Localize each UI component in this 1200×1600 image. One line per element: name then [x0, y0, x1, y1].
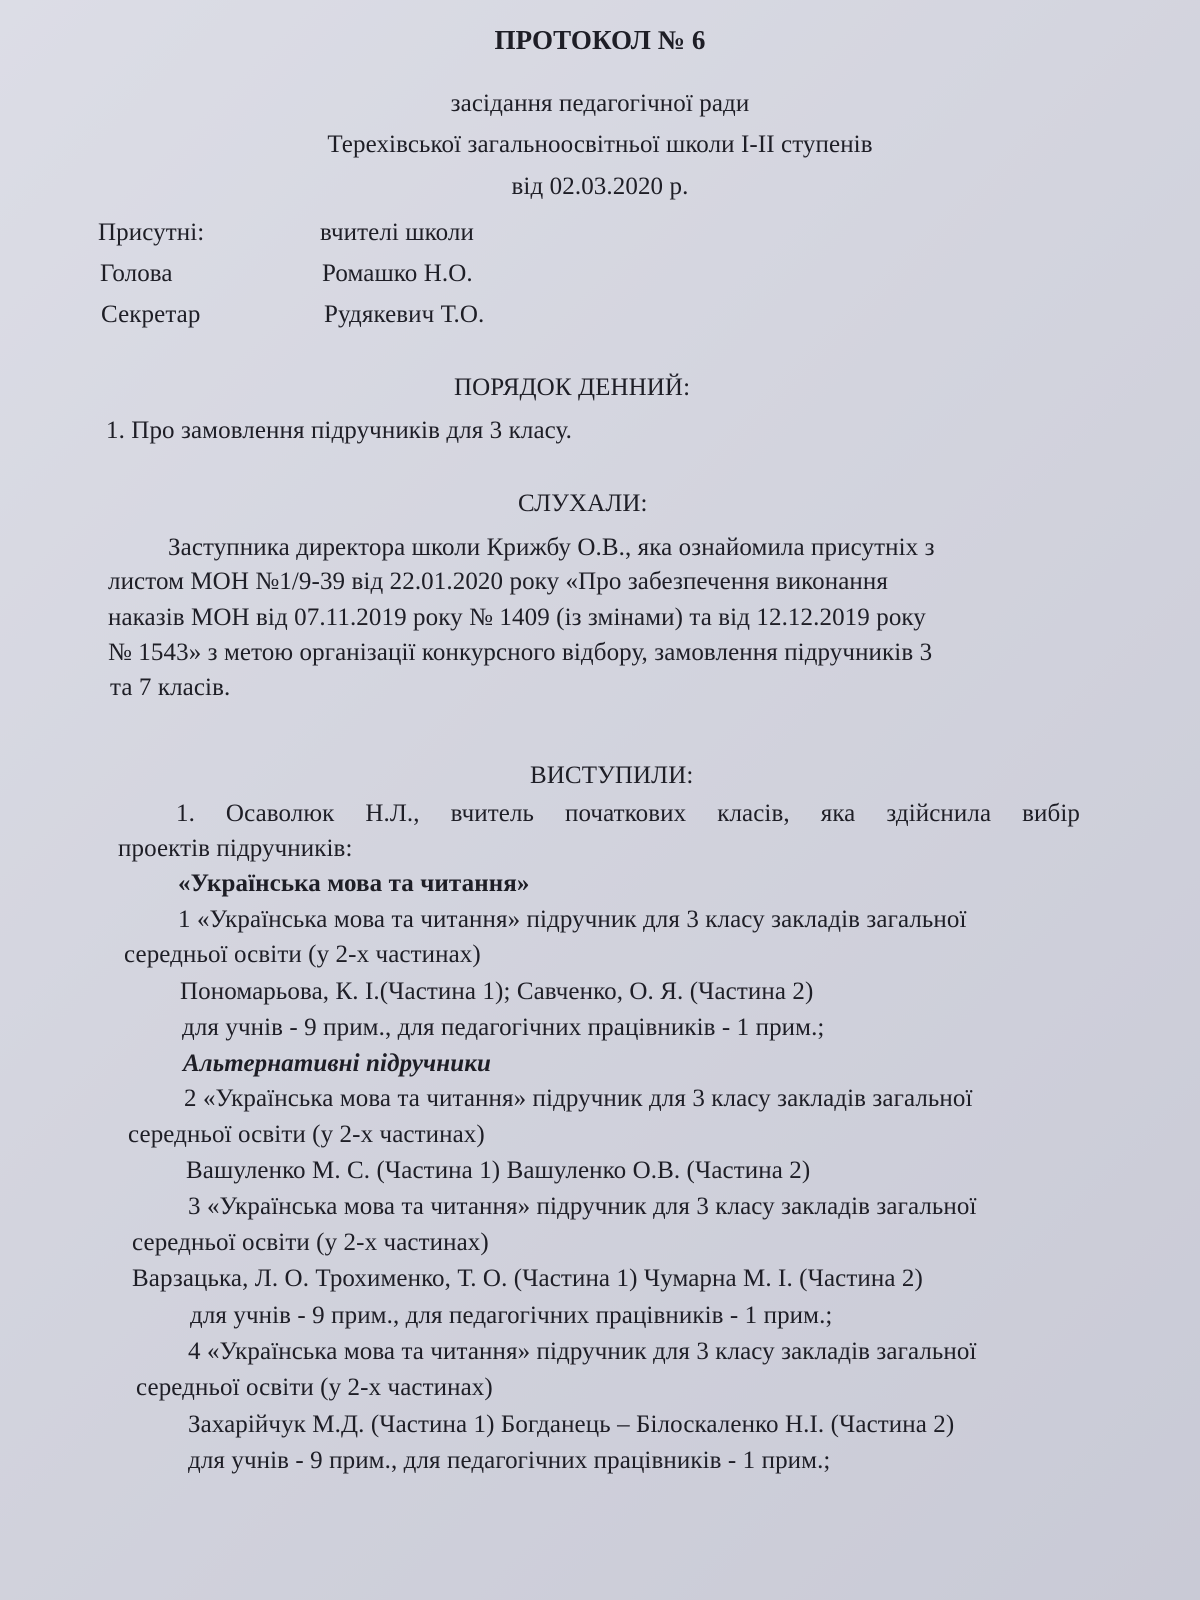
meeting-subtitle: засідання педагогічної ради [450, 90, 750, 117]
book-2-title: 2 «Українська мова та читання» підручник для 3 класу закладів загальної [184, 1085, 973, 1112]
subject-heading: «Українська мова та читання» [178, 870, 530, 897]
attendees-label: Присутні: [98, 219, 205, 246]
chair-value: Ромашко Н.О. [322, 260, 473, 287]
book-1-title: 1 «Українська мова та читання» підручник для 3 класу закладів загальної [178, 906, 967, 933]
heard-line: № 1543» з метою організації конкурсного відбору, замовлення підручників 3 [108, 639, 933, 666]
meeting-date: від 02.03.2020 р. [511, 173, 689, 200]
heard-line: та 7 класів. [110, 674, 231, 701]
alternative-books-heading: Альтернативні підручники [183, 1050, 492, 1077]
speaker-intro: 1. Осаволюк Н.Л., вчитель початкових класів, яка здійснила вибір [176, 800, 1080, 827]
book-1-authors: Пономарьова, К. І.(Частина 1); Савченко, О. Я. (Частина 2) [180, 978, 814, 1005]
book-2-title-cont: середньої освіти (у 2-х частинах) [128, 1121, 485, 1148]
book-3-title: 3 «Українська мова та читання» підручник для 3 класу закладів загальної [188, 1193, 977, 1220]
speaker-intro-cont: проектів підручників: [118, 835, 353, 862]
heard-line: Заступника директора школи Крижбу О.В., яка ознайомила присутніх з [168, 534, 935, 561]
school-name: Терехівської загальноосвітньої школи І-ІІ ступенів [327, 131, 873, 158]
secretary-value: Рудякевич Т.О. [324, 301, 485, 328]
book-4-title: 4 «Українська мова та читання» підручник для 3 класу закладів загальної [188, 1338, 977, 1365]
attendees-value: вчителі школи [320, 219, 474, 246]
heard-heading: СЛУХАЛИ: [518, 490, 648, 517]
book-3-title-cont: середньої освіти (у 2-х частинах) [132, 1229, 489, 1256]
book-3-authors: Варзацька, Л. О. Трохименко, Т. О. (Частина 1) Чумарна М. І. (Частина 2) [132, 1265, 923, 1292]
agenda-item: 1. Про замовлення підручників для 3 класу. [106, 417, 572, 444]
chair-label: Голова [100, 260, 173, 287]
book-2-authors: Вашуленко М. С. (Частина 1) Вашуленко О.В. (Частина 2) [186, 1157, 811, 1184]
secretary-label: Секретар [101, 301, 201, 328]
book-4-title-cont: середньої освіти (у 2-х частинах) [136, 1374, 493, 1401]
book-3-quantity: для учнів - 9 прим., для педагогічних працівників - 1 прим.; [190, 1302, 833, 1329]
book-4-quantity: для учнів - 9 прим., для педагогічних працівників - 1 прим.; [188, 1447, 831, 1474]
spoke-heading: ВИСТУПИЛИ: [530, 762, 694, 789]
heard-line: листом МОН №1/9-39 від 22.01.2020 року «Про забезпечення виконання [108, 568, 888, 595]
agenda-heading: ПОРЯДОК ДЕННИЙ: [454, 374, 691, 401]
book-1-title-cont: середньої освіти (у 2-х частинах) [124, 941, 481, 968]
book-4-authors: Захарійчук М.Д. (Частина 1) Богданець – Білоскаленко Н.І. (Частина 2) [188, 1411, 955, 1438]
book-1-quantity: для учнів - 9 прим., для педагогічних працівників - 1 прим.; [182, 1014, 825, 1041]
heard-line: наказів МОН від 07.11.2019 року № 1409 (із змінами) та від 12.12.2019 року [108, 604, 926, 631]
document-title: ПРОТОКОЛ № 6 [494, 25, 706, 55]
